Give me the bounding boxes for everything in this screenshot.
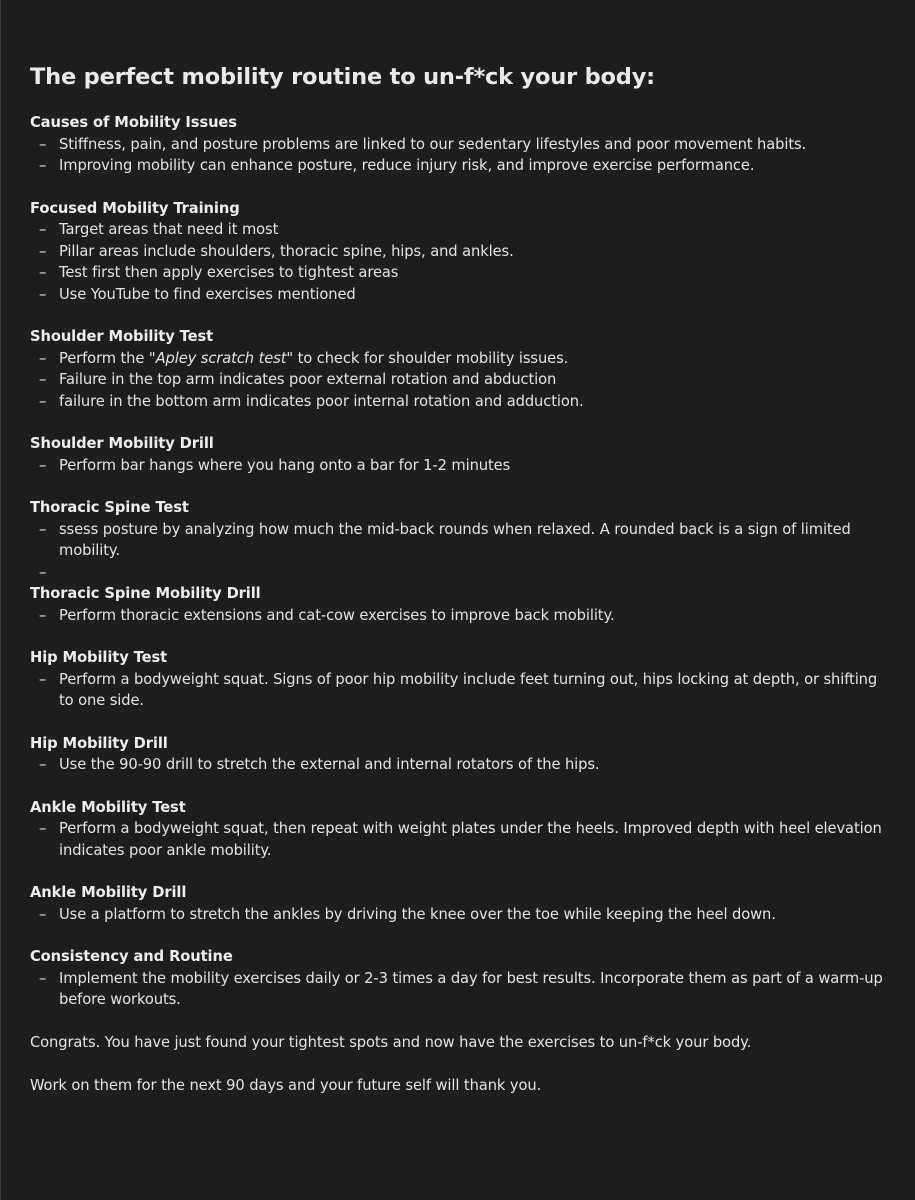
list-item-text: Use the 90-90 drill to stretch the external and internal rotators of the hips.: [59, 756, 600, 773]
text-run: Perform the ": [59, 349, 156, 367]
section-heading: Shoulder Mobility Test: [30, 328, 214, 345]
section: [30, 946, 885, 1011]
section: [30, 583, 885, 626]
list-item: [30, 818, 885, 861]
bullet-dash: –: [39, 969, 47, 987]
bullet-dash: –: [39, 392, 47, 410]
section: [30, 797, 885, 862]
bullet-list: [30, 519, 885, 584]
list-item: [30, 155, 885, 177]
bullet-list: [30, 605, 885, 627]
section-heading: Hip Mobility Test: [30, 649, 168, 666]
section-heading: Consistency and Routine: [30, 948, 233, 965]
bullet-dash: –: [39, 606, 47, 624]
list-item-text: Perform thoracic extensions and cat-cow exercises to improve back mobility.: [59, 606, 615, 624]
bullet-dash: –: [39, 670, 47, 688]
bullet-dash: –: [39, 520, 47, 538]
list-item: [30, 455, 885, 477]
bullet-list: [30, 818, 885, 861]
section-heading: Focused Mobility Training: [30, 199, 240, 217]
bullet-list: [30, 219, 885, 305]
bullet-dash: –: [39, 456, 47, 474]
list-item-text: Use YouTube to find exercises mentioned: [59, 285, 356, 303]
section: [30, 882, 885, 925]
bullet-list: [30, 968, 885, 1011]
document-page: [1, 0, 915, 1200]
bullet-list: [30, 348, 885, 413]
list-item-text: Target areas that need it most: [59, 221, 279, 238]
italic-text-run: Apley scratch test: [155, 349, 287, 367]
bullet-dash: –: [39, 820, 47, 837]
list-item-text: Perform a bodyweight squat, then repeat with weight plates under the heels. Improved depth with heel elevation indicates poor ankle mobility.: [59, 820, 882, 859]
list-item-text: [59, 348, 885, 370]
bullet-dash: –: [39, 264, 47, 281]
list-item-text: Perform a bodyweight squat. Signs of poor hip mobility include feet turning out, hips locking at depth, or shifting to one side.: [59, 670, 878, 709]
list-item: [30, 754, 885, 776]
closing-paragraph: Work on them for the next 90 days and your future self will thank you.: [30, 1076, 542, 1094]
bullet-dash: –: [39, 371, 47, 388]
section: [30, 433, 885, 476]
bullet-list: [30, 455, 885, 477]
list-item-text: Perform bar hangs where you hang onto a bar for 1-2 minutes: [59, 456, 511, 474]
list-item: [30, 669, 885, 712]
section-heading: Thoracic Spine Mobility Drill: [30, 585, 261, 602]
sections-container: [30, 112, 885, 1011]
bullet-list: [30, 904, 885, 926]
list-item-text: ssess posture by analyzing how much the mid-back rounds when relaxed. A rounded back is a sign of limited mobility.: [59, 520, 851, 559]
bullet-list: [30, 669, 885, 712]
list-item: [30, 391, 885, 413]
bullet-list: [30, 754, 885, 776]
section-heading: Hip Mobility Drill: [30, 734, 168, 752]
list-item: [30, 219, 885, 241]
bullet-list: [30, 134, 885, 177]
list-item-text: Failure in the top arm indicates poor external rotation and abduction: [59, 371, 557, 388]
section-heading: Thoracic Spine Test: [30, 499, 189, 516]
section-heading: Ankle Mobility Test: [30, 798, 186, 816]
text-run: " to check for shoulder mobility issues.: [286, 349, 569, 367]
list-item-text: Test first then apply exercises to tightest areas: [59, 264, 399, 281]
list-item-text: failure in the bottom arm indicates poor internal rotation and adduction.: [59, 392, 584, 410]
list-item-text: Stiffness, pain, and posture problems are linked to our sedentary lifestyles and poor movement habits.: [59, 135, 807, 153]
list-item-text: Pillar areas include shoulders, thoracic spine, hips, and ankles.: [59, 242, 514, 260]
list-item: [30, 369, 885, 391]
section: [30, 326, 885, 412]
list-item: [30, 134, 885, 156]
list-item: [30, 904, 885, 926]
bullet-dash: –: [39, 905, 47, 923]
bullet-dash: –: [39, 157, 47, 174]
section-heading: Shoulder Mobility Drill: [30, 435, 214, 452]
bullet-dash: –: [39, 242, 47, 260]
list-item: [30, 519, 885, 562]
list-item: [30, 241, 885, 263]
list-item-text: Improving mobility can enhance posture, reduce injury risk, and improve exercise performance.: [59, 157, 755, 174]
section: [30, 647, 885, 712]
list-item: [30, 968, 885, 1011]
section: [30, 198, 885, 306]
list-item: [30, 262, 885, 284]
section: [30, 112, 885, 177]
list-item: [30, 562, 885, 584]
bullet-dash: –: [39, 563, 47, 581]
bullet-dash: –: [39, 221, 47, 238]
list-item: [30, 284, 885, 306]
bullet-dash: –: [39, 135, 47, 153]
bullet-dash: –: [39, 756, 47, 773]
section-heading: Ankle Mobility Drill: [30, 884, 187, 901]
bullet-dash: –: [39, 349, 47, 367]
list-item-text: Use a platform to stretch the ankles by driving the knee over the toe while keeping the heel down.: [59, 905, 776, 923]
list-item: [30, 605, 885, 627]
closing-paragraph: Congrats. You have just found your tightest spots and now have the exercises to un-f*ck your body.: [30, 1033, 752, 1051]
list-item-text: Implement the mobility exercises daily or 2-3 times a day for best results. Incorporate them as part of a warm-up before workouts.: [59, 969, 883, 1008]
document-title: The perfect mobility routine to un-f*ck your body:: [30, 64, 655, 90]
section-heading: Causes of Mobility Issues: [30, 114, 237, 131]
bullet-dash: –: [39, 285, 47, 303]
section: [30, 497, 885, 583]
closing-container: [30, 1032, 885, 1097]
section: [30, 733, 885, 776]
list-item: [30, 348, 885, 370]
